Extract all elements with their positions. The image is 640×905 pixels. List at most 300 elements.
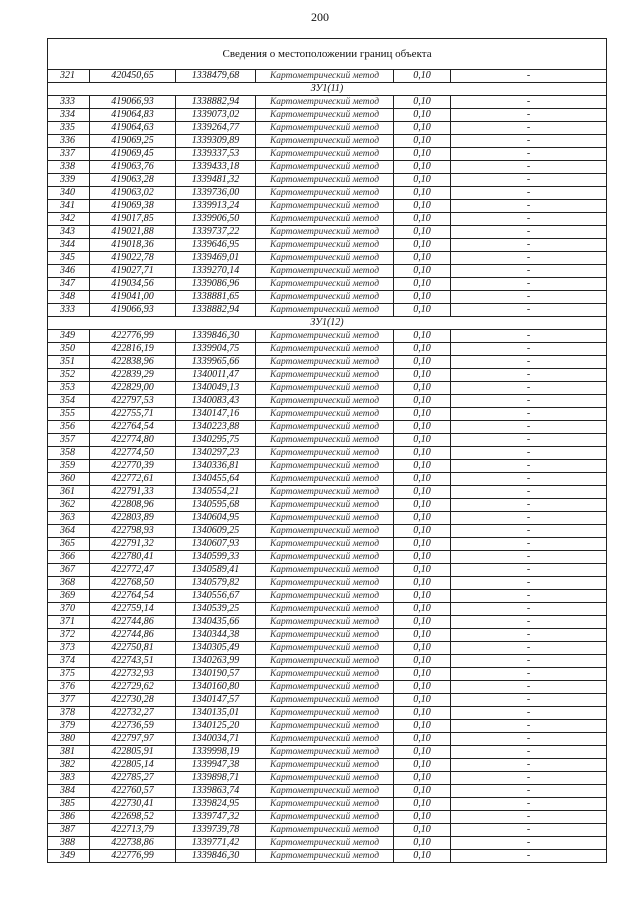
y-coordinate: 1339270,14 (176, 265, 256, 278)
point-number: 351 (48, 356, 90, 369)
method-cell: Картометрический метод (256, 447, 394, 460)
note-cell: - (451, 733, 607, 746)
point-number: 356 (48, 421, 90, 434)
point-number: 364 (48, 525, 90, 538)
table-row (48, 369, 607, 382)
note-cell: - (451, 590, 607, 603)
table-row (48, 486, 607, 499)
y-coordinate: 1339086,96 (176, 278, 256, 291)
note-cell: - (451, 759, 607, 772)
table-row (48, 382, 607, 395)
point-number: 360 (48, 473, 90, 486)
note-cell: - (451, 707, 607, 720)
section-label: ЗУ1(11) (48, 83, 607, 96)
x-coordinate: 422772,47 (90, 564, 176, 577)
y-coordinate: 1339433,18 (176, 161, 256, 174)
y-coordinate: 1340599,33 (176, 551, 256, 564)
table-row (48, 538, 607, 551)
method-cell: Картометрический метод (256, 187, 394, 200)
table-row (48, 291, 607, 304)
note-cell: - (451, 798, 607, 811)
x-coordinate: 419018,36 (90, 239, 176, 252)
method-cell: Картометрический метод (256, 655, 394, 668)
y-coordinate: 1340160,80 (176, 681, 256, 694)
accuracy-cell: 0,10 (394, 746, 451, 759)
point-number: 349 (48, 330, 90, 343)
y-coordinate: 1340125,20 (176, 720, 256, 733)
note-cell: - (451, 850, 607, 863)
method-cell: Картометрический метод (256, 213, 394, 226)
y-coordinate: 1339309,89 (176, 135, 256, 148)
x-coordinate: 422797,97 (90, 733, 176, 746)
note-cell: - (451, 265, 607, 278)
table-row (48, 343, 607, 356)
x-coordinate: 422772,61 (90, 473, 176, 486)
table-title-row (48, 39, 607, 70)
note-cell: - (451, 577, 607, 590)
table-row (48, 590, 607, 603)
accuracy-cell: 0,10 (394, 603, 451, 616)
note-cell: - (451, 304, 607, 317)
note-cell: - (451, 811, 607, 824)
method-cell: Картометрический метод (256, 382, 394, 395)
note-cell: - (451, 434, 607, 447)
table-row (48, 109, 607, 122)
accuracy-cell: 0,10 (394, 356, 451, 369)
method-cell: Картометрический метод (256, 356, 394, 369)
y-coordinate: 1339737,22 (176, 226, 256, 239)
note-cell: - (451, 382, 607, 395)
method-cell: Картометрический метод (256, 733, 394, 746)
note-cell: - (451, 538, 607, 551)
method-cell: Картометрический метод (256, 122, 394, 135)
table-row (48, 187, 607, 200)
table-row (48, 356, 607, 369)
y-coordinate: 1340305,49 (176, 642, 256, 655)
method-cell: Картометрический метод (256, 265, 394, 278)
table-title: Сведения о местоположении границ объекта (48, 39, 607, 70)
accuracy-cell: 0,10 (394, 330, 451, 343)
note-cell: - (451, 135, 607, 148)
x-coordinate: 419069,38 (90, 200, 176, 213)
method-cell: Картометрический метод (256, 395, 394, 408)
table-row (48, 759, 607, 772)
method-cell: Картометрический метод (256, 421, 394, 434)
method-cell: Картометрический метод (256, 343, 394, 356)
note-cell: - (451, 512, 607, 525)
point-number: 334 (48, 109, 90, 122)
method-cell: Картометрический метод (256, 746, 394, 759)
method-cell: Картометрический метод (256, 434, 394, 447)
y-coordinate: 1340556,67 (176, 590, 256, 603)
accuracy-cell: 0,10 (394, 187, 451, 200)
accuracy-cell: 0,10 (394, 252, 451, 265)
note-cell: - (451, 486, 607, 499)
note-cell: - (451, 200, 607, 213)
method-cell: Картометрический метод (256, 525, 394, 538)
y-coordinate: 1340297,23 (176, 447, 256, 460)
y-coordinate: 1339771,42 (176, 837, 256, 850)
point-number: 337 (48, 148, 90, 161)
method-cell: Картометрический метод (256, 538, 394, 551)
y-coordinate: 1339906,50 (176, 213, 256, 226)
note-cell: - (451, 473, 607, 486)
note-cell: - (451, 148, 607, 161)
table-row (48, 707, 607, 720)
x-coordinate: 422774,80 (90, 434, 176, 447)
accuracy-cell: 0,10 (394, 148, 451, 161)
y-coordinate: 1340190,57 (176, 668, 256, 681)
note-cell: - (451, 239, 607, 252)
note-cell: - (451, 187, 607, 200)
x-coordinate: 422698,52 (90, 811, 176, 824)
table-row (48, 148, 607, 161)
accuracy-cell: 0,10 (394, 512, 451, 525)
y-coordinate: 1339846,30 (176, 330, 256, 343)
point-number: 361 (48, 486, 90, 499)
y-coordinate: 1339469,01 (176, 252, 256, 265)
x-coordinate: 419064,83 (90, 109, 176, 122)
table-row (48, 499, 607, 512)
table-row (48, 603, 607, 616)
note-cell: - (451, 421, 607, 434)
point-number: 348 (48, 291, 90, 304)
note-cell: - (451, 616, 607, 629)
page-number: 200 (311, 10, 329, 24)
table-row (48, 304, 607, 317)
y-coordinate: 1339337,53 (176, 148, 256, 161)
table-row (48, 577, 607, 590)
table-row (48, 525, 607, 538)
y-coordinate: 1339904,75 (176, 343, 256, 356)
accuracy-cell: 0,10 (394, 70, 451, 83)
accuracy-cell: 0,10 (394, 785, 451, 798)
table-row (48, 213, 607, 226)
point-number: 376 (48, 681, 90, 694)
x-coordinate: 422805,14 (90, 759, 176, 772)
method-cell: Картометрический метод (256, 96, 394, 109)
table-row (48, 668, 607, 681)
y-coordinate: 1339747,32 (176, 811, 256, 824)
method-cell: Картометрический метод (256, 512, 394, 525)
table-row (48, 447, 607, 460)
point-number: 321 (48, 70, 90, 83)
point-number: 354 (48, 395, 90, 408)
method-cell: Картометрический метод (256, 616, 394, 629)
y-coordinate: 1340223,88 (176, 421, 256, 434)
note-cell: - (451, 447, 607, 460)
x-coordinate: 422839,29 (90, 369, 176, 382)
point-number: 366 (48, 551, 90, 564)
note-cell: - (451, 226, 607, 239)
point-number: 384 (48, 785, 90, 798)
accuracy-cell: 0,10 (394, 395, 451, 408)
accuracy-cell: 0,10 (394, 473, 451, 486)
point-number: 344 (48, 239, 90, 252)
point-number: 347 (48, 278, 90, 291)
note-cell: - (451, 603, 607, 616)
note-cell: - (451, 408, 607, 421)
method-cell: Картометрический метод (256, 824, 394, 837)
accuracy-cell: 0,10 (394, 564, 451, 577)
y-coordinate: 1340295,75 (176, 434, 256, 447)
table-row (48, 681, 607, 694)
x-coordinate: 422744,86 (90, 616, 176, 629)
y-coordinate: 1340011,47 (176, 369, 256, 382)
method-cell: Картометрический метод (256, 161, 394, 174)
point-number: 353 (48, 382, 90, 395)
x-coordinate: 422744,86 (90, 629, 176, 642)
point-number: 359 (48, 460, 90, 473)
method-cell: Картометрический метод (256, 174, 394, 187)
method-cell: Картометрический метод (256, 668, 394, 681)
accuracy-cell: 0,10 (394, 174, 451, 187)
point-number: 383 (48, 772, 90, 785)
method-cell: Картометрический метод (256, 278, 394, 291)
point-number: 374 (48, 655, 90, 668)
accuracy-cell: 0,10 (394, 616, 451, 629)
accuracy-cell: 0,10 (394, 265, 451, 278)
note-cell: - (451, 824, 607, 837)
point-number: 386 (48, 811, 90, 824)
accuracy-cell: 0,10 (394, 850, 451, 863)
x-coordinate: 419021,88 (90, 226, 176, 239)
table-row (48, 174, 607, 187)
y-coordinate: 1339913,24 (176, 200, 256, 213)
y-coordinate: 1339736,00 (176, 187, 256, 200)
point-number: 343 (48, 226, 90, 239)
method-cell: Картометрический метод (256, 109, 394, 122)
method-cell: Картометрический метод (256, 330, 394, 343)
x-coordinate: 422738,86 (90, 837, 176, 850)
note-cell: - (451, 525, 607, 538)
table-row (48, 512, 607, 525)
method-cell: Картометрический метод (256, 590, 394, 603)
table-row (48, 135, 607, 148)
note-cell: - (451, 109, 607, 122)
table-row (48, 811, 607, 824)
y-coordinate: 1340539,25 (176, 603, 256, 616)
accuracy-cell: 0,10 (394, 720, 451, 733)
y-coordinate: 1340609,25 (176, 525, 256, 538)
x-coordinate: 422798,93 (90, 525, 176, 538)
method-cell: Картометрический метод (256, 772, 394, 785)
method-cell: Картометрический метод (256, 291, 394, 304)
y-coordinate: 1340455,64 (176, 473, 256, 486)
point-number: 333 (48, 96, 90, 109)
point-number: 375 (48, 668, 90, 681)
method-cell: Картометрический метод (256, 603, 394, 616)
method-cell: Картометрический метод (256, 135, 394, 148)
point-number: 336 (48, 135, 90, 148)
note-cell: - (451, 161, 607, 174)
x-coordinate: 419069,25 (90, 135, 176, 148)
note-cell: - (451, 278, 607, 291)
y-coordinate: 1339824,95 (176, 798, 256, 811)
y-coordinate: 1340435,66 (176, 616, 256, 629)
section-row (48, 317, 607, 330)
note-cell: - (451, 460, 607, 473)
point-number: 352 (48, 369, 90, 382)
accuracy-cell: 0,10 (394, 668, 451, 681)
table-row (48, 122, 607, 135)
x-coordinate: 422768,50 (90, 577, 176, 590)
y-coordinate: 1340263,99 (176, 655, 256, 668)
y-coordinate: 1339863,74 (176, 785, 256, 798)
method-cell: Картометрический метод (256, 499, 394, 512)
y-coordinate: 1340034,71 (176, 733, 256, 746)
y-coordinate: 1339481,32 (176, 174, 256, 187)
note-cell: - (451, 642, 607, 655)
y-coordinate: 1338881,65 (176, 291, 256, 304)
method-cell: Картометрический метод (256, 239, 394, 252)
x-coordinate: 419034,56 (90, 278, 176, 291)
method-cell: Картометрический метод (256, 200, 394, 213)
note-cell: - (451, 668, 607, 681)
accuracy-cell: 0,10 (394, 304, 451, 317)
y-coordinate: 1339998,19 (176, 746, 256, 759)
table-row (48, 265, 607, 278)
accuracy-cell: 0,10 (394, 642, 451, 655)
method-cell: Картометрический метод (256, 681, 394, 694)
x-coordinate: 422808,96 (90, 499, 176, 512)
y-coordinate: 1340147,16 (176, 408, 256, 421)
x-coordinate: 422755,71 (90, 408, 176, 421)
note-cell: - (451, 96, 607, 109)
point-number: 363 (48, 512, 90, 525)
note-cell: - (451, 252, 607, 265)
section-label: ЗУ1(12) (48, 317, 607, 330)
x-coordinate: 419017,85 (90, 213, 176, 226)
point-number: 388 (48, 837, 90, 850)
table-row (48, 408, 607, 421)
accuracy-cell: 0,10 (394, 811, 451, 824)
method-cell: Картометрический метод (256, 460, 394, 473)
x-coordinate: 422829,00 (90, 382, 176, 395)
note-cell: - (451, 122, 607, 135)
point-number: 380 (48, 733, 90, 746)
note-cell: - (451, 629, 607, 642)
accuracy-cell: 0,10 (394, 629, 451, 642)
point-number: 340 (48, 187, 90, 200)
x-coordinate: 422791,32 (90, 538, 176, 551)
note-cell: - (451, 720, 607, 733)
table-row (48, 70, 607, 83)
method-cell: Картометрический метод (256, 70, 394, 83)
x-coordinate: 422764,54 (90, 421, 176, 434)
x-coordinate: 422776,99 (90, 850, 176, 863)
point-number: 367 (48, 564, 90, 577)
accuracy-cell: 0,10 (394, 655, 451, 668)
y-coordinate: 1340083,43 (176, 395, 256, 408)
accuracy-cell: 0,10 (394, 369, 451, 382)
note-cell: - (451, 369, 607, 382)
table-row (48, 161, 607, 174)
accuracy-cell: 0,10 (394, 525, 451, 538)
table-row (48, 798, 607, 811)
accuracy-cell: 0,10 (394, 343, 451, 356)
point-number: 377 (48, 694, 90, 707)
table-row (48, 473, 607, 486)
method-cell: Картометрический метод (256, 304, 394, 317)
x-coordinate: 422838,96 (90, 356, 176, 369)
method-cell: Картометрический метод (256, 148, 394, 161)
table-row (48, 226, 607, 239)
table-row (48, 837, 607, 850)
point-number: 379 (48, 720, 90, 733)
accuracy-cell: 0,10 (394, 538, 451, 551)
accuracy-cell: 0,10 (394, 590, 451, 603)
accuracy-cell: 0,10 (394, 213, 451, 226)
table-row (48, 564, 607, 577)
point-number: 387 (48, 824, 90, 837)
table-row (48, 746, 607, 759)
x-coordinate: 422750,81 (90, 642, 176, 655)
y-coordinate: 1340604,95 (176, 512, 256, 525)
method-cell: Картометрический метод (256, 837, 394, 850)
table-body (48, 39, 607, 863)
x-coordinate: 422764,54 (90, 590, 176, 603)
method-cell: Картометрический метод (256, 473, 394, 486)
x-coordinate: 422760,57 (90, 785, 176, 798)
method-cell: Картометрический метод (256, 642, 394, 655)
x-coordinate: 422774,50 (90, 447, 176, 460)
accuracy-cell: 0,10 (394, 382, 451, 395)
y-coordinate: 1338882,94 (176, 304, 256, 317)
method-cell: Картометрический метод (256, 369, 394, 382)
x-coordinate: 422732,93 (90, 668, 176, 681)
x-coordinate: 419027,71 (90, 265, 176, 278)
point-number: 346 (48, 265, 90, 278)
table-row (48, 395, 607, 408)
x-coordinate: 422736,59 (90, 720, 176, 733)
note-cell: - (451, 499, 607, 512)
note-cell: - (451, 291, 607, 304)
point-number: 350 (48, 343, 90, 356)
y-coordinate: 1339073,02 (176, 109, 256, 122)
x-coordinate: 422803,89 (90, 512, 176, 525)
note-cell: - (451, 70, 607, 83)
table-row (48, 824, 607, 837)
point-number: 357 (48, 434, 90, 447)
x-coordinate: 422816,19 (90, 343, 176, 356)
point-number: 358 (48, 447, 90, 460)
table-row (48, 551, 607, 564)
point-number: 342 (48, 213, 90, 226)
note-cell: - (451, 564, 607, 577)
table-row (48, 733, 607, 746)
point-number: 385 (48, 798, 90, 811)
accuracy-cell: 0,10 (394, 772, 451, 785)
x-coordinate: 419022,78 (90, 252, 176, 265)
method-cell: Картометрический метод (256, 408, 394, 421)
method-cell: Картометрический метод (256, 486, 394, 499)
accuracy-cell: 0,10 (394, 447, 451, 460)
method-cell: Картометрический метод (256, 629, 394, 642)
method-cell: Картометрический метод (256, 720, 394, 733)
point-number: 349 (48, 850, 90, 863)
accuracy-cell: 0,10 (394, 278, 451, 291)
accuracy-cell: 0,10 (394, 551, 451, 564)
point-number: 381 (48, 746, 90, 759)
method-cell: Картометрический метод (256, 811, 394, 824)
table-row (48, 720, 607, 733)
table-row (48, 655, 607, 668)
method-cell: Картометрический метод (256, 694, 394, 707)
x-coordinate: 419063,02 (90, 187, 176, 200)
accuracy-cell: 0,10 (394, 707, 451, 720)
y-coordinate: 1340135,01 (176, 707, 256, 720)
